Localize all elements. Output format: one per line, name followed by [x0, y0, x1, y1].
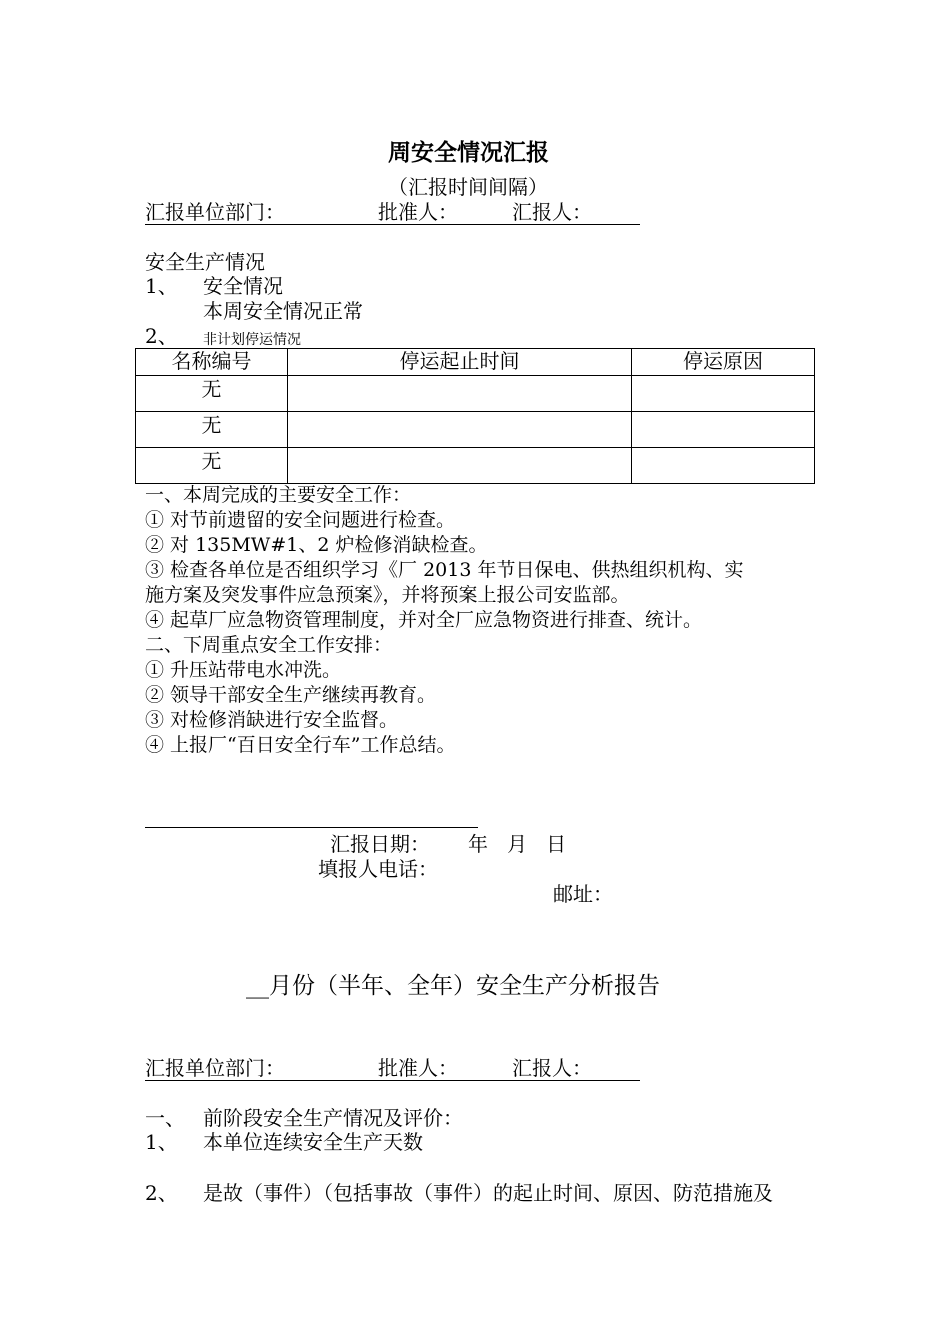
weekly-header-line — [145, 200, 640, 225]
completed-heading: 一、本周完成的主要安全工作： — [145, 484, 412, 506]
next-item: ④ 上报厂“百日安全行车”工作总结。 — [145, 734, 456, 756]
table-header-cell: 名称编号 — [136, 349, 288, 376]
outage-table — [135, 348, 815, 484]
table-cell: 无 — [136, 448, 288, 484]
signature-rule — [145, 827, 478, 828]
weekly-subtitle: （汇报时间间隔） — [388, 175, 548, 199]
next-item: ② 领导干部安全生产继续再教育。 — [145, 684, 437, 706]
section-heading: 安全生产情况 — [145, 250, 265, 274]
table-row — [136, 448, 815, 484]
monthly-header-line — [145, 1056, 640, 1081]
dept-label: 汇报单位部门： — [145, 200, 285, 224]
monthly-item2-label: 是故（事件）（包括事故（事件）的起止时间、原因、防范措施及 — [203, 1181, 773, 1205]
dept-label: 汇报单位部门： — [145, 1056, 285, 1080]
date-label: 汇报日期： — [330, 832, 430, 856]
approver-label: 批准人： — [378, 200, 458, 224]
monthly-item1-num: 1、 — [145, 1130, 178, 1154]
table-cell — [632, 376, 815, 412]
completed-item: ④ 起草厂应急物资管理制度，并对全厂应急物资进行排查、统计。 — [145, 609, 703, 631]
next-item: ① 升压站带电水冲洗。 — [145, 659, 342, 681]
table-cell — [288, 412, 632, 448]
approver-label: 批准人： — [378, 1056, 458, 1080]
table-cell — [632, 448, 815, 484]
item1-label: 安全情况 — [203, 274, 283, 298]
next-item: ③ 对检修消缺进行安全监督。 — [145, 709, 399, 731]
table-header-cell: 停运原因 — [632, 349, 815, 376]
table-header-cell: 停运起止时间 — [288, 349, 632, 376]
item2-num: 2、 — [145, 324, 178, 348]
monthly-section1-num: 一、 — [145, 1106, 185, 1130]
table-cell — [632, 412, 815, 448]
table-cell — [288, 448, 632, 484]
reporter-label: 汇报人： — [512, 1056, 592, 1080]
completed-item: ① 对节前遗留的安全问题进行检查。 — [145, 509, 456, 531]
table-row — [136, 376, 815, 412]
monthly-section1-label: 前阶段安全生产情况及评价： — [203, 1106, 463, 1130]
completed-item: 施方案及突发事件应急预案》，并将预案上报公司安监部。 — [145, 584, 630, 606]
item2-label: 非计划停运情况 — [203, 332, 301, 348]
table-cell — [288, 376, 632, 412]
monthly-item2-num: 2、 — [145, 1181, 178, 1205]
monthly-item1-label: 本单位连续安全生产天数 — [203, 1130, 423, 1154]
completed-item: ② 对 135MW#1、2 炉检修消缺检查。 — [145, 534, 488, 556]
monthly-title: __月份（半年、全年）安全生产分析报告 — [246, 973, 660, 999]
table-header-row — [136, 349, 815, 376]
table-cell: 无 — [136, 376, 288, 412]
table-cell: 无 — [136, 412, 288, 448]
weekly-title: 周安全情况汇报 — [388, 139, 549, 166]
date-parts: 年 月 日 — [468, 832, 567, 856]
email-label: 邮址： — [553, 882, 613, 906]
table-row — [136, 412, 815, 448]
completed-item: ③ 检查各单位是否组织学习《厂 2013 年节日保电、供热组织机构、实 — [145, 559, 744, 581]
reporter-label: 汇报人： — [512, 200, 592, 224]
item1-content: 本周安全情况正常 — [203, 299, 363, 323]
next-heading: 二、下周重点安全工作安排： — [145, 634, 393, 656]
phone-label: 填报人电话： — [318, 857, 438, 881]
item1-num: 1、 — [145, 274, 178, 298]
